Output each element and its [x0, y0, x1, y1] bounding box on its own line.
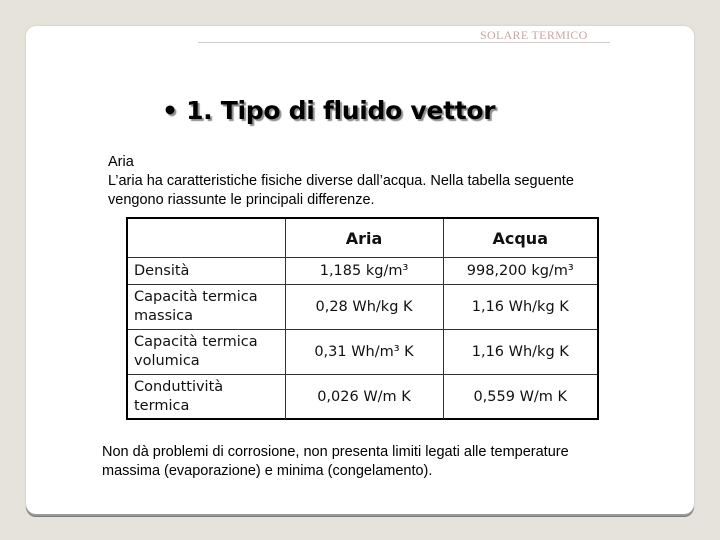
- intro-heading: Aria: [108, 154, 134, 170]
- intro-line-2: vengono riassunte le principali differenze.: [108, 192, 375, 208]
- row-label: [128, 285, 285, 330]
- row-label: [128, 375, 285, 420]
- properties-table: [128, 219, 597, 419]
- footer-line-2: massima (evaporazione) e minima (congelamento).: [102, 463, 433, 479]
- table-row: [128, 375, 597, 420]
- column-header-empty: [128, 219, 285, 258]
- column-header-aria: Aria: [285, 219, 443, 258]
- acqua-value: 998,200 kg/m³: [443, 258, 597, 285]
- acqua-value: 1,16 Wh/kg K: [443, 330, 597, 375]
- row-label-line-2: volumica: [134, 353, 200, 369]
- aria-value: 0,28 Wh/kg K: [285, 285, 443, 330]
- table-row: [128, 330, 597, 375]
- footer-text: [102, 443, 662, 481]
- header-title: SOLARE TERMICO: [480, 28, 588, 42]
- column-header-acqua: Acqua: [443, 219, 597, 258]
- row-label-line-2: massica: [134, 308, 194, 324]
- row-label: [128, 330, 285, 375]
- footer-line-1: Non dà problemi di corrosione, non presenta limiti legati alle temperature: [102, 444, 569, 460]
- intro-line-1: L’aria ha caratteristiche fisiche diverse dall’acqua. Nella tabella seguente: [108, 173, 574, 189]
- aria-value: 1,185 kg/m³: [285, 258, 443, 285]
- intro-text: [108, 153, 638, 210]
- aria-value: 0,026 W/m K: [285, 375, 443, 420]
- acqua-value: 0,559 W/m K: [443, 375, 597, 420]
- acqua-value: 1,16 Wh/kg K: [443, 285, 597, 330]
- row-label-line-1: Densità: [134, 262, 190, 279]
- row-label-line-1: Conduttività: [134, 379, 224, 395]
- properties-table-frame: [126, 217, 599, 420]
- row-label-line-2: termica: [134, 398, 190, 414]
- table-header-row: [128, 219, 597, 258]
- table-row: [128, 258, 597, 285]
- aria-value: 0,31 Wh/m³ K: [285, 330, 443, 375]
- slide-title: • 1. Tipo di fluido vettor: [162, 96, 496, 125]
- row-label-line-1: Capacità termica: [134, 289, 258, 305]
- table-row: [128, 285, 597, 330]
- row-label: [128, 258, 285, 285]
- row-label-line-1: Capacità termica: [134, 334, 258, 350]
